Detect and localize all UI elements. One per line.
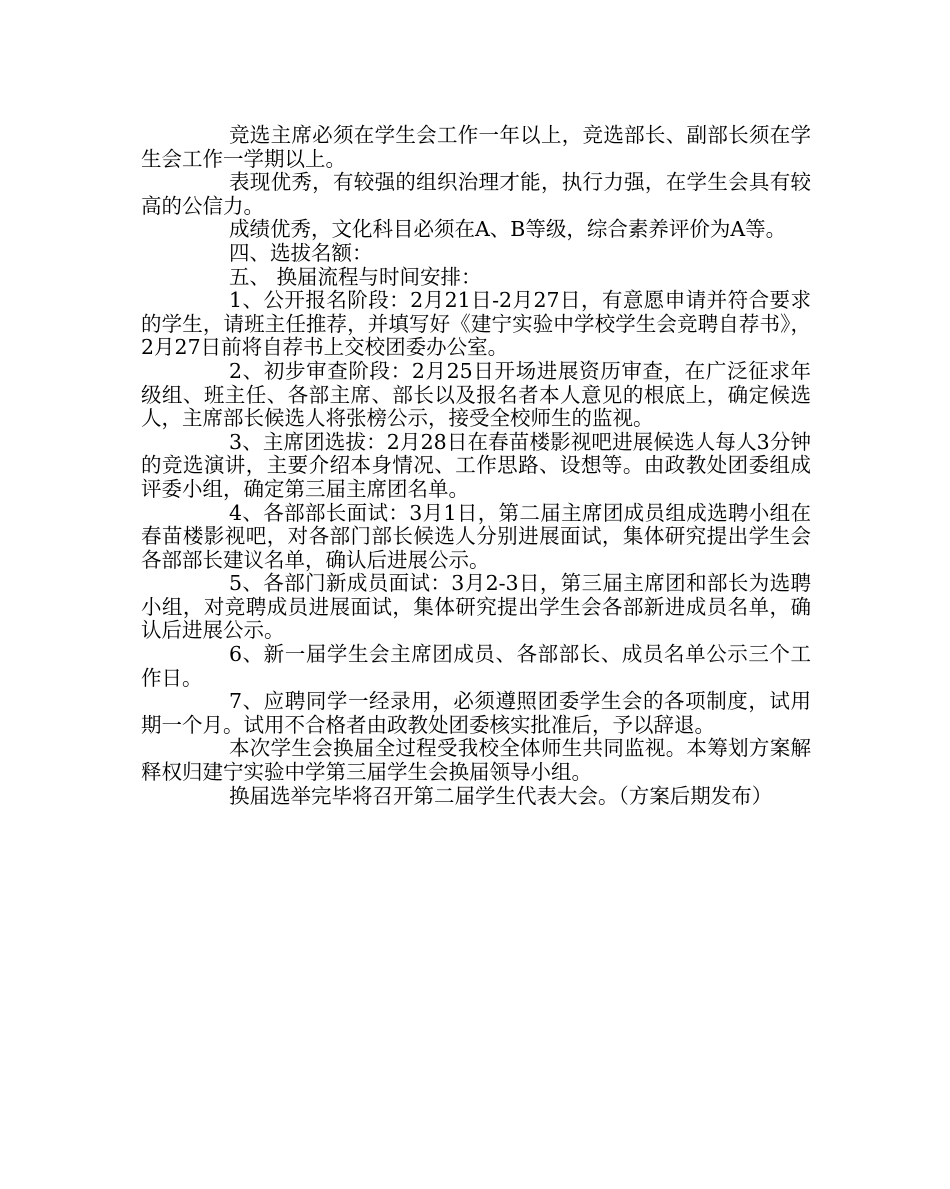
- paragraph-step-4: 4、各部部长面试：3月1日，第二届主席团成员组成选聘小组在春苗楼影视吧，对各部门部长候选人分别进展面试，集体研究提出学生会各部部长建议名单，确认后进展公示。: [141, 500, 811, 572]
- section-heading-process: 五、 换届流程与时间安排：: [229, 264, 482, 289]
- paragraph-step-3: 3、主席团选拔：2月28日在春苗楼影视吧进展候选人每人3分钟的竞选演讲，主要介绍本身情况、工作思路、设想等。由政教处团委组成评委小组，确定第三届主席团名单。: [141, 429, 811, 501]
- paragraph-step-5: 5、各部门新成员面试：3月2-3日，第三届主席团和部长为选聘小组，对竞聘成员进展面试，集体研究提出学生会各部新进成员名单，确认后进展公示。: [141, 571, 811, 643]
- paragraph-supervision: 本次学生会换届全过程受我校全体师生共同监视。本筹划方案解释权归建宁实验中学第三届学生会换届领导小组。: [141, 736, 811, 785]
- paragraph-step-7: 7、应聘同学一经录用，必须遵照团委学生会的各项制度，试用期一个月。试用不合格者由政教处团委核实批准后，予以辞退。: [141, 689, 811, 737]
- document-body: [141, 124, 811, 808]
- paragraph-performance-requirement: 表现优秀，有较强的组织治理才能，执行力强，在学生会具有较高的公信力。: [141, 170, 811, 218]
- paragraph-closing: 换届选举完毕将召开第二届学生代表大会。（方案后期发布）: [229, 783, 773, 808]
- paragraph-step-6: 6、新一届学生会主席团成员、各部部长、成员名单公示三个工作日。: [141, 642, 811, 690]
- paragraph-step-2: 2、初步审查阶段：2月25日开场进展资历审查，在广泛征求年级组、班主任、各部主席、部长以及报名者本人意见的根底上，确定候选人，主席部长候选人将张榜公示，接受全校师生的监视。: [141, 358, 811, 431]
- paragraph-chair-requirement: 竞选主席必须在学生会工作一年以上，竞选部长、副部长须在学生会工作一学期以上。: [141, 123, 811, 171]
- paragraph-step-1: 1、公开报名阶段：2月21日-2月27日，有意愿申请并符合要求的学生，请班主任推荐，并填写好《建宁实验中学校学生会竞聘自荐书》，2月27日前将自荐书上交校团委办公室。: [141, 288, 811, 360]
- paragraph-grades-requirement: 成绩优秀，文化科目必须在A、B等级，综合素养评价为A等。: [229, 217, 787, 242]
- section-heading-quota: 四、选拔名额：: [229, 240, 373, 265]
